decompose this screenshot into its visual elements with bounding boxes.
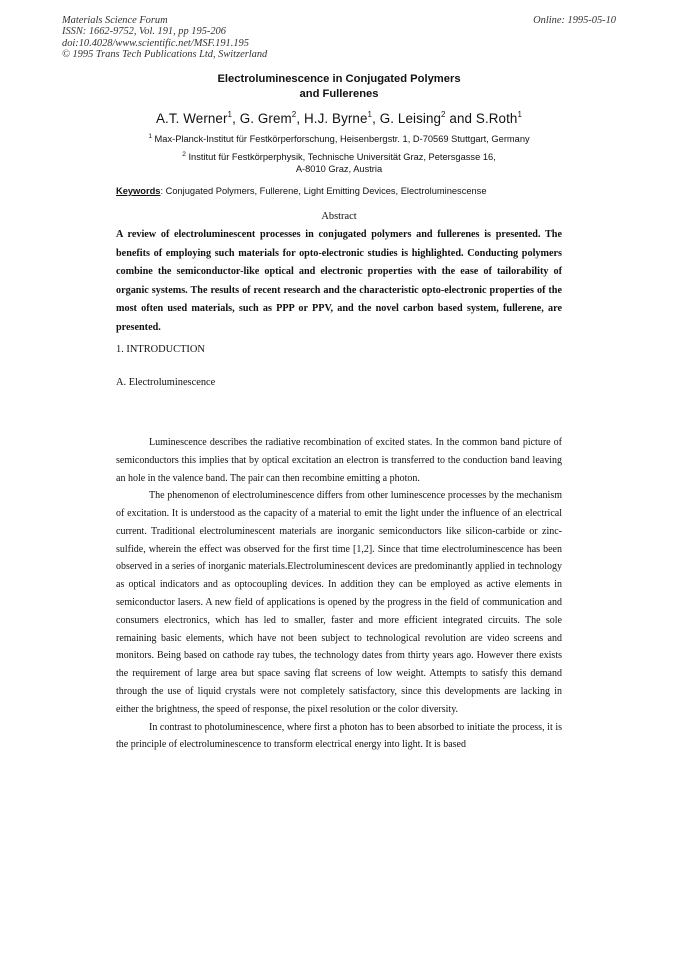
section-heading: 1. INTRODUCTION	[116, 344, 205, 355]
title-line-1: Electroluminescence in Conjugated Polymers	[217, 73, 461, 85]
paragraph: In contrast to photoluminescence, where first a photon has to been absorbed to initiate the process, it is the principle of electroluminescence to transform electrical energy into light. It is based	[116, 721, 562, 751]
affiliation-number: 1	[148, 133, 152, 140]
online-date: Online: 1995-05-10	[533, 15, 616, 26]
body-text	[116, 434, 562, 754]
title-line-2: and Fullerenes	[299, 88, 379, 100]
abstract-text: A review of electroluminescent processes in conjugated polymers and fullerenes is presented. The benefits of employing such materials for opto-electronic studies is highlighted. Conducting polymers combine the semiconductor-like optical and electronic properties with the ease of tailorability of organic systems. The results of recent research and the characteristic opto-electronic properties of the most often used materials, such as PPP or PPV, and the novel carbon based system, fullerene, are presented.	[116, 229, 562, 333]
abstract-heading: Abstract	[321, 211, 357, 222]
author-affiliation-mark: 1	[367, 110, 373, 119]
issn-line: ISSN: 1662-9752, Vol. 191, pp 195-206	[62, 26, 226, 38]
doi-line: doi:10.4028/www.scientific.net/MSF.191.195	[62, 37, 249, 49]
author-affiliation-mark: 1	[227, 110, 233, 119]
keywords-label: Keywords	[116, 186, 161, 196]
author-name: G. Grem	[239, 111, 292, 126]
author-name: A.T. Werner	[155, 111, 228, 126]
author-separator: ,	[372, 111, 380, 126]
affiliation-number: 2	[182, 151, 186, 158]
author-affiliation-mark: 2	[291, 110, 297, 119]
journal-name: Materials Science Forum	[62, 15, 168, 26]
citation-header	[62, 15, 267, 61]
affiliation-2	[0, 151, 678, 176]
author-affiliation-mark: 1	[517, 110, 523, 119]
affiliation-1	[0, 133, 678, 145]
author-separator: ,	[232, 111, 240, 126]
paper-title	[0, 72, 678, 102]
paragraph: Luminescence describes the radiative recombination of excited states. In the common band picture of semiconductors this implies that by optical excitation an electron is transferred to the conduction band leaving an hole in the valence band. The pair can then recombine emitting a photon.	[116, 437, 562, 484]
paragraph: The phenomenon of electroluminescence differs from other luminescence processes by the mechanism of excitation. It is understood as the capacity of a material to emit the light under the influence of an electrical current. Traditional electroluminescent materials are inorganic semiconductors like silicon-carbide or zinc-sulfide, wherein the effect was observed for the first time [1,2]. Since that time electroluminescence has been observed in a series of inorganic materials.Electroluminescent devices are predominantly applied in technology as optical indicators and as optocoupling devices. In addition they can be employed as active elements in semiconductor lasers. A new field of applications is opened by the progress in the field of communication and consumers electronics, which has led to smaller, faster and more efficient integrated circuits. The sole remaining basic elements, which have not been subject to technological revolution are video screens and monitors. Being based on cathode ray tubes, the technology dates from thirty years ago. However there exists the requirement of large area but space saving flat screens of low weight. Attempts to satisfy this demand through the use of liquid crystals were not completely satisfactory, since this developments are lacking in either the brightness, the speed of response, the pixel resolution or the color diversity.	[116, 490, 562, 715]
author-separator: and	[445, 111, 476, 126]
author-affiliation-mark: 2	[441, 110, 446, 119]
subsection-heading: A. Electroluminescence	[116, 377, 216, 388]
affiliation-text: Institut für Festkörperphysik, Technische Universität Graz, Petersgasse 16,	[188, 152, 496, 162]
affiliation-text: Max-Planck-Institut für Festkörperforschung, Heisenbergstr. 1, D-70569 Stuttgart, Germany	[154, 134, 530, 144]
affiliation-text-continued: A-8010 Graz, Austria	[295, 164, 383, 175]
author-separator: ,	[296, 111, 305, 126]
author-list	[0, 111, 678, 126]
keywords-text: : Conjugated Polymers, Fullerene, Light Emitting Devices, Electroluminescense	[160, 186, 487, 196]
keywords	[116, 186, 487, 196]
copyright-line: © 1995 Trans Tech Publications Ltd, Switzerland	[62, 49, 268, 61]
author-name: S.Roth	[475, 111, 518, 126]
author-name: H.J. Byrne	[304, 111, 368, 126]
author-name: G. Leising	[379, 111, 442, 126]
